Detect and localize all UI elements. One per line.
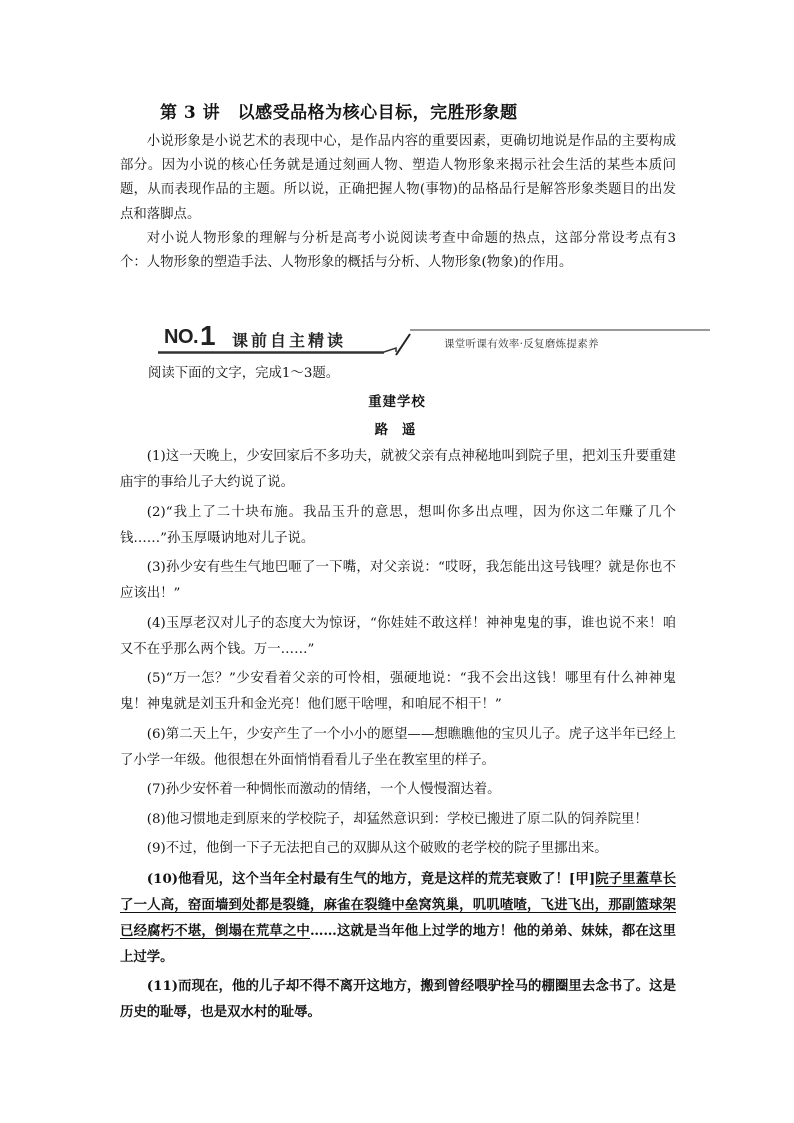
story-paragraph-10: [120, 866, 676, 970]
banner-title: 课前自主精读: [232, 331, 347, 350]
story-paragraph-2: (2)“我上了二十块布施。我品玉升的意思，想叫你多出点哩，因为你这二年赚了几个钱……”孙玉厚嗫讷地对儿子说。: [120, 504, 676, 546]
story-paragraph-6: (6)第二天上午，少安产生了一个小小的愿望——想瞧瞧他的宝贝儿子。虎子这半年已经上了小学一年级。他很想在外面悄悄看看儿子坐在教室里的样子。: [120, 726, 676, 768]
story-title: 重建学校: [368, 394, 426, 410]
story-body: [120, 444, 676, 1029]
story-paragraph-11: (11)而现在，他的儿子却不得不离开这地方，搬到曾经喂驴拴马的棚圈里去念书了。这是历史的耻辱，也是双水村的耻辱。: [120, 978, 676, 1020]
banner-no-label: NO.: [164, 326, 199, 348]
intro-paragraph-2: 对小说人物形象的理解与分析是高考小说阅读考查中命题的热点，这部分常设考点有3个：人物形象的塑造手法、人物形象的概括与分析、人物形象(物象)的作用。: [120, 230, 676, 271]
underlined-passage-jia: 院子里蓋草长了一人高，窑面墙到处都是裂缝，麻雀在裂缝中垒窝筑巢，叽叽喳喳，飞进飞出，那副篮球架已经腐朽不堪，倒塌在荒草之中: [120, 870, 676, 939]
story-paragraph-4: (4)玉厚老汉对儿子的态度大为惊讶，“你娃娃不敢这样！神神鬼鬼的事，谁也说不来！咱又不在乎那么两个钱。万一……”: [120, 615, 676, 657]
banner-subtitle: 课堂听课有效率·反复磨炼提素养: [444, 338, 599, 350]
banner-number: 1: [200, 320, 216, 351]
story-paragraph-8: (8)他习惯地走到原来的学校院子，却猛然意识到：学校已搬进了原二队的饲养院里！: [146, 811, 648, 827]
p10-ending: ……这就是当年他上过学的地方！他的弟弟、妹妹，都在这里上过学。: [120, 922, 677, 965]
story-author: 路遥: [374, 422, 430, 438]
story-paragraph-5: (5)“万一怎？”少安看着父亲的可怜相，强硬地说：“我不会出这钱！哪里有什么神神鬼鬼！神鬼就是刘玉升和金光亮！他们愿干啥哩，和咱屁不相干！”: [120, 671, 676, 712]
intro-section: [120, 130, 676, 275]
story-paragraph-9: (9)不过，他倒一下子无法把自己的双脚从这个破败的老学校的院子里挪出来。: [146, 841, 608, 856]
p10-intro: (10)他看见，这个当年全村最有生气的地方，竟是这样的荒芜衰败了！[甲]: [146, 870, 596, 887]
intro-paragraph-1: 小说形象是小说艺术的表现中心，是作品内容的重要因素，更确切地说是作品的主要构成部分。因为小说的核心任务就是通过刻画人物、塑造人物形象来揭示社会生活的某些本质问题，从而表现作品的主题。所以说，正确把握人物(事物)的品格品行是解答形象类题目的出发点和落脚点。: [120, 134, 676, 222]
story-paragraph-7: (7)孙少安怀着一种惆怅而激动的情绪，一个人慢慢溜达着。: [146, 782, 501, 797]
chapter-title: 第 3 讲 以感受品格为核心目标，完胜形象题: [160, 103, 518, 123]
reading-instruction: 阅读下面的文字，完成1～3题。: [148, 366, 340, 381]
story-paragraph-1: (1)这一天晚上，少安回家后不多功夫，就被父亲有点神秘地叫到院子里，把刘玉升要重建庙宇的事给儿子大约说了说。: [120, 449, 676, 490]
section-banner: [158, 322, 710, 356]
story-paragraph-3: (3)孙少安有些生气地巴咂了一下嘴，对父亲说：“哎呀，我怎能出这号钱哩？就是你也不应该出！”: [120, 560, 676, 601]
